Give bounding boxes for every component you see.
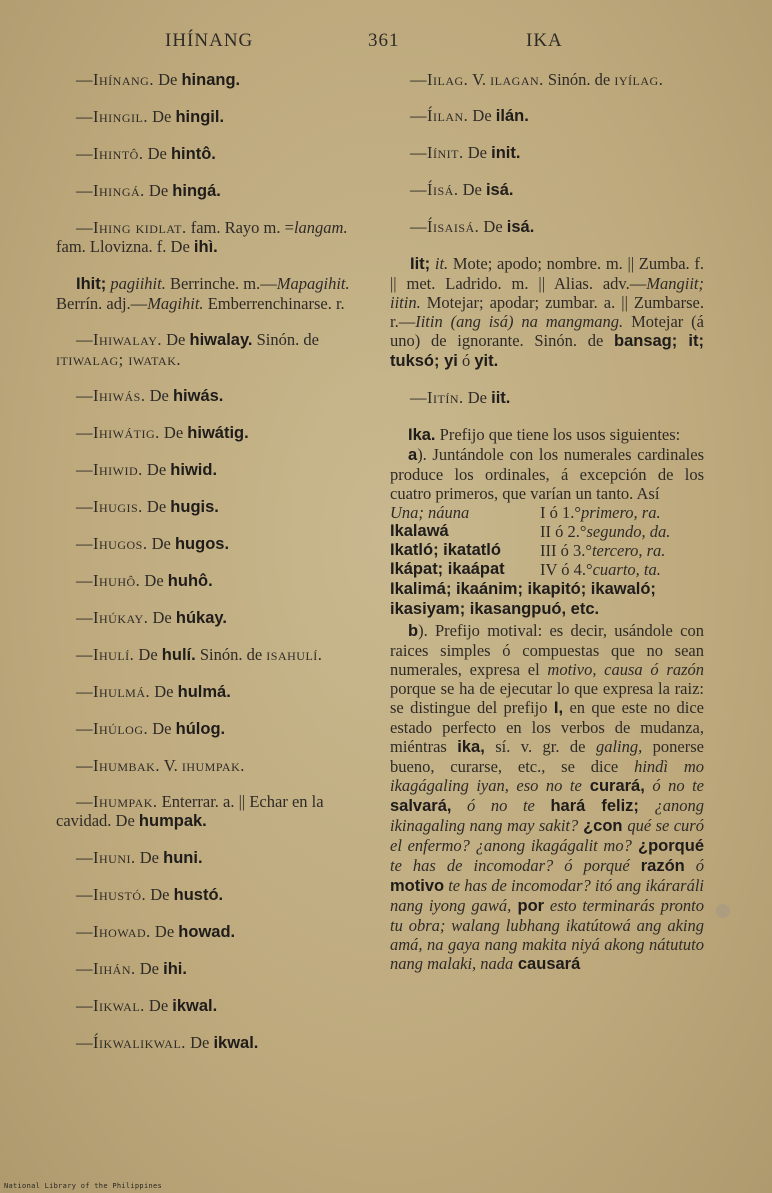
entry-ihit: Ihit; pagiihit. Berrinche. m.—Mapagihit. Berrín. adj.—Magihit. Emberrenchinarse. r.	[56, 274, 350, 313]
entry-ihiwatig: —Ihiwátig. De hiwátig.	[76, 423, 249, 442]
ika-intro: Ika. Prefijo que tiene los usos siguientes:	[408, 425, 681, 444]
entry-iitin: —Iitín. De iit.	[410, 388, 511, 407]
entry-ihinto: —Ihintô. De hintô.	[76, 144, 216, 163]
entry-ihumpak: —Ihumpak. Enterrar. a. || Echar en la cavidad. De humpak.	[56, 792, 324, 830]
entry-ihowad: —Ihowad. De howad.	[76, 922, 236, 941]
entry-iikwal: —Iikwal. De ikwal.	[76, 996, 218, 1015]
ordinal-row: Ikápat; ikaápat IV ó 4.° cuarto, ta.	[390, 560, 661, 579]
entry-iinit: —Iínit. De init.	[410, 143, 521, 162]
entry-ihukay: —Ihúkay. De húkay.	[76, 608, 227, 627]
ordinal-row: Una; náuna I ó 1.° primero, ra.	[390, 503, 661, 522]
entry-ihingil: —Ihingil. De hingil.	[76, 107, 225, 126]
ordinal-row: Ikatló; ikatatló III ó 3.° tercero, ra.	[390, 541, 666, 560]
entry-iilag: —Iilag. V. ilagan. Sinón. de iyílag.	[410, 70, 664, 89]
entry-ihiwalay: —Ihiwalay. De hiwalay. Sinón. de itiwalag; iwatak.	[56, 330, 319, 369]
entry-iilan: —Íilan. De ilán.	[410, 106, 529, 125]
paper-stain	[716, 904, 730, 918]
entry-ihuni: —Ihuni. De huni.	[76, 848, 203, 867]
entry-ihugos: —Ihugos. De hugos.	[76, 534, 230, 553]
entry-ihugis: —Ihugis. De hugis.	[76, 497, 219, 516]
entry-ihuli: —Ihulí. De hulí. Sinón. de isahulí.	[76, 645, 323, 664]
entry-ihinang: —Ihínang. De hinang.	[76, 70, 241, 89]
entry-iisa: —Íisá. De isá.	[410, 180, 514, 199]
entry-ihiwas: —Ihiwás. De hiwás.	[76, 386, 224, 405]
entry-ihumbak: —Ihumbak. V. ihumpak.	[76, 756, 245, 775]
entry-ihulma: —Ihulmá. De hulmá.	[76, 682, 231, 701]
entry-ihiwid: —Ihiwid. De hiwid.	[76, 460, 218, 479]
entry-ihulog: —Ihúlog. De húlog.	[76, 719, 226, 738]
entry-iisaisa: —Íisaisá. De isá.	[410, 217, 535, 236]
page-number: 361	[368, 30, 400, 51]
entry-ihinga: —Ihingá. De hingá.	[76, 181, 221, 200]
header-left-word: IHÍNANG	[165, 30, 254, 51]
entry-ihusto: —Ihustó. De hustó.	[76, 885, 224, 904]
ordinal-row: Ikalawá II ó 2.° segundo, da.	[390, 522, 671, 541]
left-column	[56, 70, 362, 1070]
entry-iihan: —Iihán. De ihi.	[76, 959, 187, 978]
header-right-word: IKA	[526, 30, 563, 51]
ordinal-table	[390, 503, 704, 619]
library-credit: National Library of the Philippines	[4, 1182, 163, 1190]
right-column	[390, 70, 704, 974]
entry-ihing-kidlat: —Ihing kidlat. fam. Rayo m. =langam. fam. Llovizna. f. De ihì.	[56, 218, 348, 256]
ika-section-b: b). Prefijo motival: es decir, usándole con raices simples ó compuestas que no sean numerales, expresa el motivo, causa ó razón porque se ha de ejecutar lo que expresa la raiz: se distingue del prefijo I, en que este no dice estado perfecto en los verbos de mudanza, miéntras ika, sí. v. gr. de galing, ponerse bueno, curarse, etc., se dice hindì mo ikagágaling iyan, eso no te curará, ó no te salvará, ó no te hará feliz; ¿anong ikinagaling nang may sakit? ¿con qué se curó el enfermo? ¿anong ikagágalit mo? ¿porqué te has de incomodar? ó porqué razón ó motivo te has de incomodar? itó ang ikáraráli nang iyong gawá, por esto terminarás pronto tu obra; walang lubhang ikatútowá ang aking amá, na gaya nang makita niyá akong nátututo nang malaki, nada causará	[390, 621, 705, 973]
running-header	[0, 30, 772, 54]
ordinal-row: Ikalimá; ikaánim; ikapitó; ikawaló; ikasiyam; ikasangpuó, etc.	[390, 580, 656, 618]
ika-section-a: a). Juntándole con los numerales cardinales produce los ordinales, á excepción de los cuatro primeros, que varían un tanto. Así	[390, 445, 704, 503]
entry-ihuho: —Ihuhô. De huhô.	[76, 571, 213, 590]
entry-iikwalikwal: —Íikwalikwal. De ikwal.	[76, 1033, 259, 1052]
entry-iit: Iit; it. Mote; apodo; nombre. m. || Zumba. f. || met. Ladrido. m. || Alias. adv.—Mangiit; iitin. Motejar; apodar; zumbar. a. || Zumbarse. r.—Iitin (ang isá) na mangmang. Motejar (á uno) de ignorante. Sinón. de bansag; it; tuksó; yi ó yit.	[390, 254, 704, 370]
entry-ika	[390, 425, 704, 974]
